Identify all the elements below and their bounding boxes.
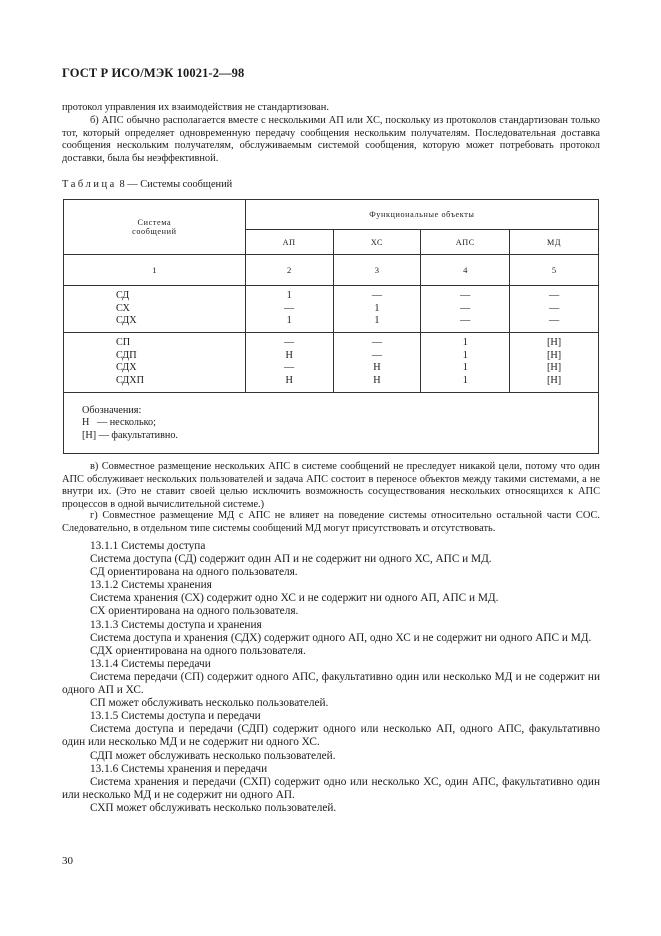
table-cell: 1 bbox=[462, 337, 468, 349]
section-heading: 13.1.5 Системы доступа и передачи bbox=[90, 710, 261, 723]
sections-body bbox=[62, 540, 600, 815]
section-paragraph: СД ориентирована на одного пользователя. bbox=[90, 566, 298, 579]
table-cell: Н bbox=[373, 362, 381, 374]
section-paragraph: Система передачи (СП) содержит одного АПС, факультативно один или несколько МД и не содержит ни одного АП и ХС. bbox=[62, 670, 600, 697]
table-cell: 1 bbox=[286, 315, 292, 327]
col-header-xs: ХС bbox=[333, 230, 421, 255]
legend-line-n: Н — несколько; bbox=[82, 417, 156, 429]
table-cell: — bbox=[460, 315, 471, 327]
intro-continuation: протокол управления их взаимодействия не стандартизован. bbox=[62, 102, 329, 113]
table-cell: — bbox=[548, 290, 560, 301]
group2-aps-values bbox=[421, 332, 510, 392]
table-group-1 bbox=[64, 286, 599, 333]
system-name: СДХ bbox=[116, 315, 137, 327]
col-header-aps: АПС bbox=[421, 230, 510, 255]
table-cell: [Н] bbox=[547, 349, 562, 361]
table-cell: — bbox=[284, 362, 295, 374]
column-number: 1 bbox=[64, 255, 246, 286]
col-header-system-line2: сообщений bbox=[132, 227, 177, 236]
table-cell: — bbox=[460, 302, 471, 314]
section-paragraph: Система доступа (СД) содержит один АП и не содержит ни одного ХС, АПС и МД. bbox=[90, 553, 492, 566]
table-caption bbox=[62, 179, 232, 190]
section-paragraph: СДХ ориентирована на одного пользователя. bbox=[90, 644, 306, 657]
table-cell: 1 bbox=[374, 315, 380, 327]
table-cell: 1 bbox=[462, 349, 468, 361]
section-paragraph: СХ ориентирована на одного пользователя. bbox=[90, 605, 299, 618]
system-name: СП bbox=[116, 337, 131, 349]
table-caption-prefix: Таблица bbox=[62, 179, 117, 190]
table-cell: 1 bbox=[286, 290, 292, 301]
table-cell: — bbox=[371, 290, 383, 301]
column-number: 4 bbox=[421, 255, 510, 286]
group1-xs-values bbox=[333, 286, 421, 333]
group1-md-values bbox=[510, 286, 599, 333]
table-cell: — bbox=[284, 302, 295, 314]
table-cell: Н bbox=[373, 374, 381, 386]
group2-xs-values bbox=[333, 332, 421, 392]
section-paragraph: Система хранения и передачи (СХП) содержит одно или несколько ХС, один АПС, факультативно один или несколько МД и не содержит ни одного АП. bbox=[62, 775, 600, 801]
section-heading: 13.1.2 Системы хранения bbox=[90, 579, 212, 592]
table-caption-title: 8 — Системы сообщений bbox=[116, 179, 233, 190]
table-cell: — bbox=[460, 290, 471, 301]
group1-ap-values bbox=[245, 286, 333, 333]
table-cell: Н bbox=[285, 374, 293, 386]
system-name: СДХ bbox=[116, 362, 137, 374]
system-name: СД bbox=[116, 290, 130, 301]
section-heading: 13.1.3 Системы доступа и хранения bbox=[90, 618, 262, 631]
section-heading: 13.1.4 Системы передачи bbox=[90, 657, 211, 670]
table-legend bbox=[64, 392, 599, 453]
group2-md-values bbox=[510, 332, 599, 392]
table-cell: [Н] bbox=[547, 362, 562, 374]
table-cell: [Н] bbox=[547, 374, 562, 386]
column-number: 3 bbox=[333, 255, 421, 286]
column-number-row bbox=[64, 255, 599, 286]
table-cell: [Н] bbox=[547, 337, 562, 349]
table-cell: — bbox=[371, 337, 383, 349]
legend-line-optional: [Н] — факультативно. bbox=[82, 429, 178, 441]
item-v-paragraph: в) Совместное размещение нескольких АПС в системе сообщений не преследует никакой цели, потому что один АПС обслуживает нескольких пользователей и задача АПС состоит в переносе объектов между такими системами, а не внутри их. (Это не ставит своей целью исключить возможность сосуществования нескольких относящихся к АПС процессов в одной вычислительной системе.) bbox=[62, 461, 600, 510]
col-header-ap: АП bbox=[245, 230, 333, 255]
group2-system-names bbox=[64, 332, 246, 392]
table-cell: 1 bbox=[462, 362, 468, 374]
system-name: СХ bbox=[116, 302, 130, 314]
table-cell: 1 bbox=[374, 302, 380, 314]
column-number: 5 bbox=[510, 255, 599, 286]
section-paragraph: СХП может обслуживать несколько пользователей. bbox=[90, 801, 337, 814]
table-cell: — bbox=[371, 349, 383, 361]
message-systems-table bbox=[63, 199, 599, 454]
legend-title: Обозначения: bbox=[82, 404, 142, 416]
table-cell: — bbox=[284, 337, 295, 349]
section-heading: 13.1.6 Системы хранения и передачи bbox=[90, 762, 268, 775]
section-heading: 13.1.1 Системы доступа bbox=[90, 540, 206, 552]
table-cell: — bbox=[548, 302, 560, 314]
column-number: 2 bbox=[245, 255, 333, 286]
section-paragraph: СП может обслуживать несколько пользователей. bbox=[90, 697, 329, 710]
table-cell: Н bbox=[285, 349, 293, 361]
table-legend-row bbox=[64, 392, 599, 453]
document-header: ГОСТ Р ИСО/МЭК 10021-2—98 bbox=[62, 66, 245, 80]
group1-system-names bbox=[64, 286, 246, 333]
system-name: СДХП bbox=[116, 374, 144, 386]
table-cell: 1 bbox=[462, 374, 468, 386]
section-paragraph: Система хранения (СХ) содержит одно ХС и не содержит ни одного АП, АПС и МД. bbox=[90, 592, 499, 605]
section-paragraph: Система доступа и хранения (СДХ) содержит одного АП, одно ХС и не содержит ни одного АПС и МД. bbox=[90, 631, 592, 644]
col-group-header: Функциональные объекты bbox=[245, 200, 598, 230]
table-group-2 bbox=[64, 332, 599, 392]
section-paragraph: СДП может обслуживать несколько пользователей. bbox=[90, 749, 336, 762]
col-header-md: МД bbox=[510, 230, 599, 255]
col-header-system-line1: Система bbox=[137, 218, 172, 227]
col-header-system bbox=[64, 200, 246, 255]
group1-aps-values bbox=[421, 286, 510, 333]
page-number: 30 bbox=[62, 855, 73, 867]
group2-ap-values bbox=[245, 332, 333, 392]
item-g-paragraph: г) Совместное размещение МД с АПС не влияет на поведение системы относительно остальной части СОС. Следовательно, в отдельном типе системы сообщений МД могут присутствовать и отсутствовать. bbox=[62, 510, 600, 534]
intro-item-b: б) АПС обычно располагается вместе с несколькими АП или ХС, поскольку из протоколов стандартизован только тот, который определяет одновременную передачу сообщения нескольким получателям. Последовательная доставка сообщения нескольким получателям, обслуживаемым системой сообщения, которую может потребовать протокол доставки, была бы неэффективной. bbox=[62, 115, 600, 164]
system-name: СДП bbox=[116, 349, 137, 361]
section-paragraph: Система доступа и передачи (СДП) содержит одного или несколько АП, одного АПС, факультативно один или несколько МД и не содержит ни одного ХС. bbox=[62, 723, 600, 749]
table-cell: — bbox=[548, 315, 560, 327]
